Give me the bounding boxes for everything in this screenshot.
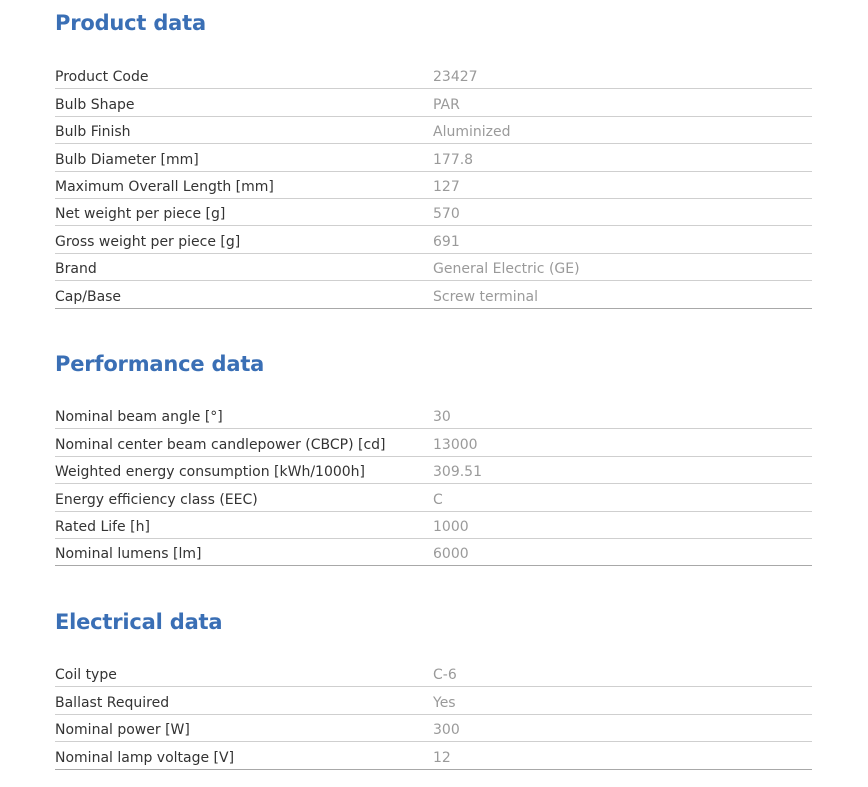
table-row [55,172,812,199]
row-label: Gross weight per piece [g] [55,233,241,250]
row-label: Nominal power [W] [55,722,190,739]
performance-data-table [55,402,812,566]
row-value: C-6 [433,667,457,684]
row-value: 127 [433,178,460,195]
row-value: 13000 [433,436,478,453]
table-row [55,429,812,456]
row-value: 6000 [433,546,469,563]
performance-data-section [55,351,812,563]
table-row [55,62,812,89]
table-row [55,742,812,769]
electrical-data-section [55,609,812,766]
table-row [55,402,812,429]
table-row [55,254,812,281]
row-label: Cap/Base [55,288,122,305]
table-row [55,89,812,116]
section-title-product: Product data [55,11,206,35]
row-label: Nominal beam angle [°] [55,409,223,426]
row-value: 300 [433,722,460,739]
row-value: 691 [433,233,460,250]
table-row [55,512,812,539]
table-row [55,144,812,171]
row-value: 30 [433,409,451,426]
row-value: 12 [433,749,451,766]
row-label: Weighted energy consumption [kWh/1000h] [55,464,366,481]
electrical-data-table [55,660,812,770]
row-label: Bulb Finish [55,124,131,141]
row-label: Product Code [55,69,149,86]
table-row [55,199,812,226]
row-label: Net weight per piece [g] [55,206,226,223]
table-row [55,117,812,144]
row-value: 1000 [433,518,469,535]
row-value: C [433,491,443,508]
row-label: Bulb Diameter [mm] [55,151,199,168]
table-row [55,457,812,484]
table-row [55,484,812,511]
row-label: Nominal center beam candlepower (CBCP) [cd] [55,436,386,453]
row-label: Rated Life [h] [55,518,150,535]
row-label: Nominal lamp voltage [V] [55,749,235,766]
table-row [55,281,812,308]
product-data-table [55,62,812,309]
row-label: Maximum Overall Length [mm] [55,178,274,195]
table-row [55,687,812,714]
table-row [55,715,812,742]
row-value: 570 [433,206,460,223]
row-value: 177.8 [433,151,474,168]
row-label: Bulb Shape [55,96,135,113]
row-value: 23427 [433,69,478,86]
table-row [55,539,812,566]
table-row [55,226,812,253]
table-row [55,660,812,687]
row-value: PAR [433,96,460,113]
row-value: Screw terminal [433,288,539,305]
row-label: Nominal lumens [lm] [55,546,202,563]
row-label: Ballast Required [55,694,170,711]
row-label: Brand [55,261,97,278]
section-title-performance: Performance data [55,352,265,376]
row-label: Coil type [55,667,117,684]
section-title-electrical: Electrical data [55,610,223,634]
row-value: General Electric (GE) [433,261,580,278]
row-value: 309.51 [433,464,482,481]
row-value: Aluminized [433,124,511,141]
row-value: Yes [433,694,456,711]
product-data-section [55,10,812,305]
row-label: Energy efficiency class (EEC) [55,491,258,508]
